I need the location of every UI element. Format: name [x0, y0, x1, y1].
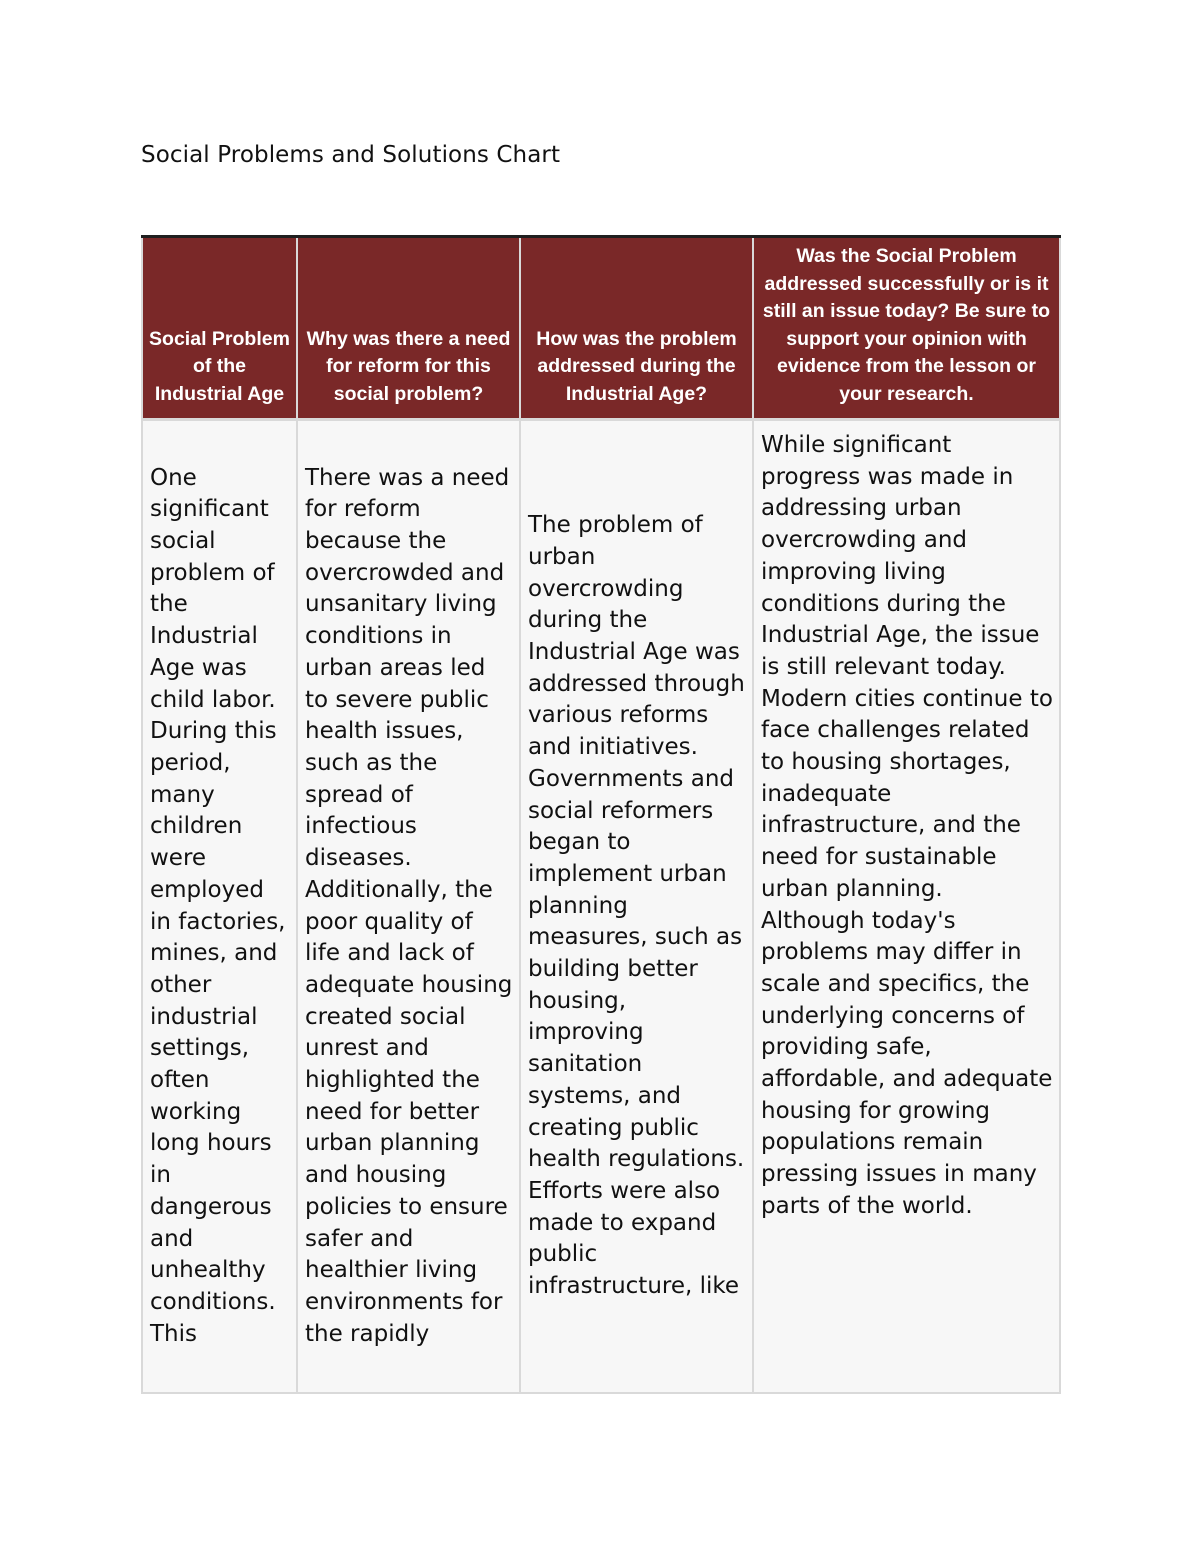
cell-text: One significant social problem of the Industrial Age was child labor. During this period, many children were employed in factories, mines, and other industrial settings, often working long hours in dangerous and unhealthy conditions. This — [150, 464, 286, 1347]
table-header-row — [142, 237, 1060, 420]
cell-how-addressed[interactable] — [520, 420, 753, 1394]
header-addressed-successfully: Was the Social Problem addressed successfully or is it still an issue today? Be sure to support your opinion with evidence from the lesson or your research. — [753, 237, 1060, 420]
social-problems-table — [141, 235, 1061, 1394]
header-how-addressed: How was the problem addressed during the Industrial Age? — [520, 237, 753, 420]
header-need-for-reform: Why was there a need for reform for this social problem? — [297, 237, 520, 420]
cell-need-for-reform[interactable] — [297, 420, 520, 1394]
cell-text: The problem of urban overcrowding during the Industrial Age was addressed through various reforms and initiatives. Governments and social reformers began to implement urban planning measures, such as building better housing, improving sanitation systems, and creating public health regulations. Efforts were also made to expand public infrastructure, like — [528, 512, 745, 1300]
table-row — [142, 420, 1060, 1394]
header-social-problem: Social Problem of the Industrial Age — [142, 237, 297, 420]
cell-social-problem[interactable] — [142, 420, 297, 1394]
cell-text: There was a need for reform because the overcrowded and unsanitary living conditions in urban areas led to severe public health issues, such as the spread of infectious diseases. Additionally, the poor quality of life and lack of adequate housing created social unrest and highlighted the need for better urban planning and housing policies to ensure safer and healthier living environments for the rapidly — [305, 464, 513, 1347]
cell-text: While significant progress was made in addressing urban overcrowding and improving living conditions during the Industrial Age, the issue is still relevant today. Modern cities continue to face challenges related to housing shortages, inadequate infrastructure, and the need for sustainable urban planning. Although today's problems may differ in scale and specifics, the underlying concerns of providing safe, affordable, and adequate housing for growing populations remain pressing issues in many parts of the world. — [761, 432, 1053, 1219]
document-title: Social Problems and Solutions Chart — [141, 142, 561, 168]
cell-addressed-successfully[interactable] — [753, 420, 1060, 1394]
